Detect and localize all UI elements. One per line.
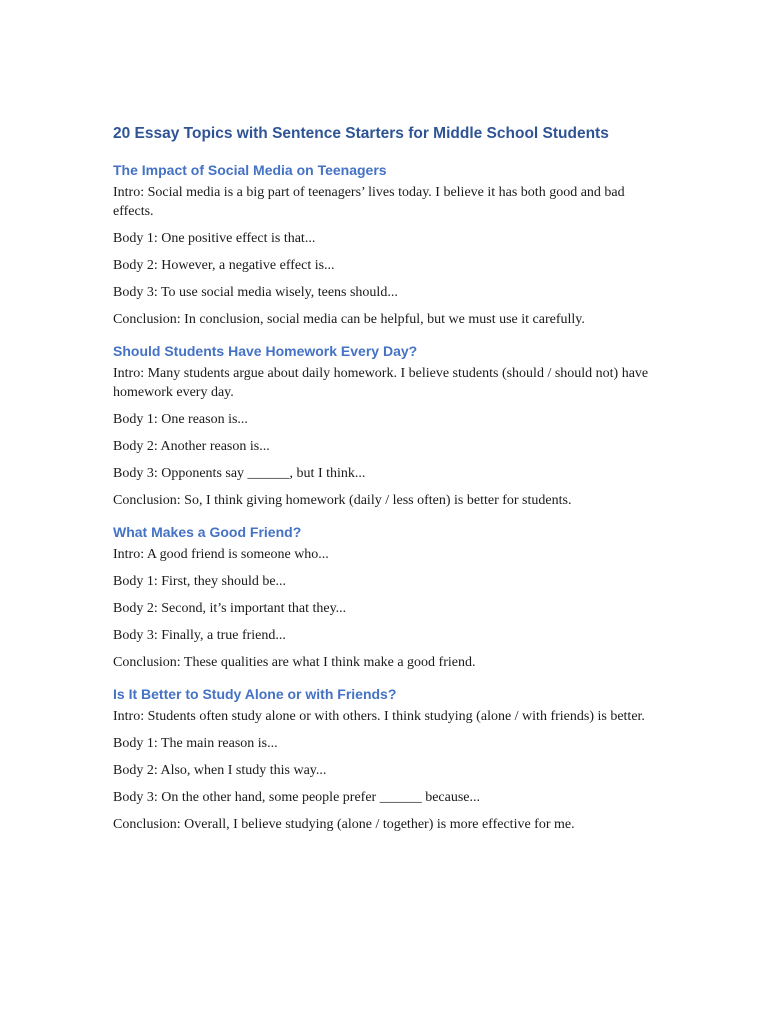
intro-starter: Intro: Students often study alone or with others. I think studying (alone / with friends) is better.: [113, 709, 645, 724]
document-body: [113, 124, 658, 834]
intro-starter: Intro: Social media is a big part of teenagers’ lives today. I believe it has both good and bad effects.: [113, 185, 625, 219]
body-2-starter: Body 2: However, a negative effect is...: [113, 258, 335, 273]
body-3-starter: Body 3: On the other hand, some people prefer ______ because...: [113, 790, 481, 805]
body-2-starter: Body 2: Another reason is...: [113, 439, 270, 454]
essay-topic-section: [113, 342, 658, 510]
essay-topic-section: [113, 523, 658, 672]
body-1-starter: Body 1: First, they should be...: [113, 574, 287, 589]
conclusion-starter: Conclusion: So, I think giving homework (daily / less often) is better for students.: [113, 493, 572, 508]
body-1-starter: Body 1: The main reason is...: [113, 736, 278, 751]
conclusion-starter: Conclusion: Overall, I believe studying (alone / together) is more effective for me.: [113, 817, 575, 832]
intro-starter: Intro: Many students argue about daily homework. I believe students (should / should not) have homework every day.: [113, 366, 649, 400]
topic-heading: The Impact of Social Media on Teenagers: [113, 162, 387, 178]
document-title: 20 Essay Topics with Sentence Starters for Middle School Students: [113, 125, 609, 142]
body-3-starter: Body 3: Opponents say ______, but I think...: [113, 466, 366, 481]
topic-heading: What Makes a Good Friend?: [113, 524, 302, 540]
conclusion-starter: Conclusion: In conclusion, social media can be helpful, but we must use it carefully.: [113, 312, 585, 327]
conclusion-starter: Conclusion: These qualities are what I think make a good friend.: [113, 655, 476, 670]
body-1-starter: Body 1: One positive effect is that...: [113, 231, 316, 246]
body-2-starter: Body 2: Also, when I study this way...: [113, 763, 327, 778]
body-3-starter: Body 3: Finally, a true friend...: [113, 628, 286, 643]
essay-topic-section: [113, 161, 658, 329]
body-3-starter: Body 3: To use social media wisely, teens should...: [113, 285, 398, 300]
topic-heading: Is It Better to Study Alone or with Friends?: [113, 686, 397, 702]
topic-heading: Should Students Have Homework Every Day?: [113, 343, 418, 359]
essay-topic-section: [113, 685, 658, 834]
body-2-starter: Body 2: Second, it’s important that they...: [113, 601, 347, 616]
intro-starter: Intro: A good friend is someone who...: [113, 547, 329, 562]
body-1-starter: Body 1: One reason is...: [113, 412, 248, 427]
